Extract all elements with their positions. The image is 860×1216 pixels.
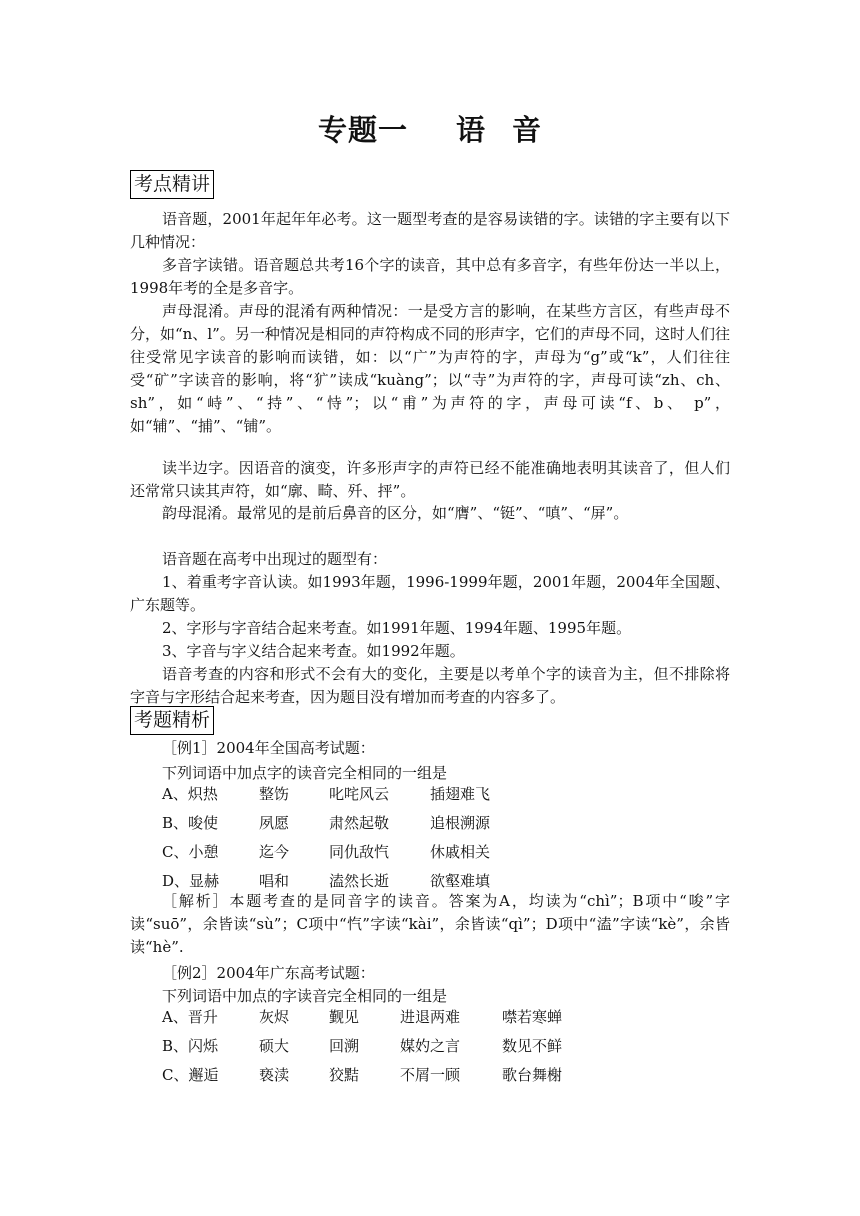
paragraph: 1、着重考字音认读。如1993年题，1996-1999年题，2001年题，2004年全国题、广东题等。 — [130, 573, 730, 614]
option-word: 唱和 — [259, 872, 290, 890]
option-word: 进退两难 — [400, 1008, 461, 1026]
option-word: 同仇敌忾 — [329, 843, 390, 861]
option-word: C、小憩 — [162, 843, 219, 861]
option-word: A、晋升 — [162, 1008, 218, 1026]
example-2-question: 下列词语中加点的字读音完全相同的一组是 — [162, 987, 448, 1005]
title-part-3: 音 — [512, 113, 543, 147]
option-word: 媒妁之言 — [400, 1037, 461, 1055]
example-1-intro: ［例1］2004年全国高考试题： — [162, 739, 375, 757]
paragraph: 声母混淆。声母的混淆有两种情况：一是受方言的影响，在某些方言区，有些声母不分，如“n、l”。另一种情况是相同的声符构成不同的形声字，它们的声母不同，这时人们往往受常见字读音的影响而读错，如：以“广”为声符的字，声母为“g”或“k”，人们往往受“矿”字读音的影响，将“犷”读成“kuàng”；以“寺”为声符的字，声母可读“zh、ch、sh”，如“峙”、“持”、“恃”；以“甫”为声符的字，声母可读“f、b、 p”，如“辅”、“捕”、“铺”。 — [130, 302, 730, 435]
option-word: 追根溯源 — [430, 814, 491, 832]
option-word: B、唆使 — [162, 814, 219, 832]
option-word: 觐见 — [329, 1008, 360, 1026]
option-word: C、邂逅 — [162, 1066, 219, 1084]
option-word: 亵渎 — [259, 1066, 290, 1084]
option-word: 整饬 — [259, 785, 290, 803]
section-heading-kaodian: 考点精讲 — [130, 170, 214, 199]
page-title — [0, 108, 860, 149]
option-word: 肃然起敬 — [329, 814, 390, 832]
option-word: D、显赫 — [162, 872, 220, 890]
paragraph: 韵母混淆。最常见的是前后鼻音的区分，如“膺”、“铤”、“嗔”、“屏”。 — [162, 504, 629, 522]
option-word: B、闪烁 — [162, 1037, 219, 1055]
option-word: 休戚相关 — [430, 843, 491, 861]
title-part-2: 语 — [455, 113, 486, 147]
paragraph: 2、字形与字音结合起来考查。如1991年题、1994年题、1995年题。 — [162, 619, 632, 637]
example-1-analysis: ［解析］本题考查的是同音字的读音。答案为A，均读为“chì”；B项中“唆”字读“suō”，余皆读“sù”；C项中“忾”字读“kài”，余皆读“qì”；D项中“溘”字读“kè”，余皆读“hè”. — [130, 892, 730, 956]
option-word: 叱咤风云 — [329, 785, 390, 803]
option-word: A、炽热 — [162, 785, 218, 803]
paragraph: 语音题，2001年起年年必考。这一题型考查的是容易读错的字。读错的字主要有以下几种情况： — [130, 210, 730, 251]
option-word: 数见不鲜 — [502, 1037, 563, 1055]
option-word: 歌台舞榭 — [502, 1066, 563, 1084]
example-1-question: 下列词语中加点字的读音完全相同的一组是 — [162, 764, 448, 782]
option-word: 溘然长逝 — [329, 872, 390, 890]
option-word: 迄今 — [259, 843, 290, 861]
option-word: 灰烬 — [259, 1008, 290, 1026]
option-word: 硕大 — [259, 1037, 290, 1055]
option-word: 噤若寒蝉 — [502, 1008, 563, 1026]
option-word: 狡黠 — [329, 1066, 360, 1084]
paragraph: 语音考查的内容和形式不会有大的变化，主要是以考单个字的读音为主，但不排除将字音与字形结合起来考查，因为题目没有增加而考查的内容多了。 — [130, 665, 730, 706]
paragraph: 语音题在高考中出现过的题型有： — [162, 550, 388, 568]
paragraph: 读半边字。因语音的演变，许多形声字的声符已经不能准确地表明其读音了，但人们还常常只读其声符，如“廓、畸、歼、抨”。 — [130, 459, 730, 500]
paragraph: 3、字音与字义结合起来考查。如1992年题。 — [162, 642, 465, 660]
paragraph: 多音字读错。语音题总共考16个字的读音，其中总有多音字，有些年份达一半以上，1998年考的全是多音字。 — [130, 256, 730, 297]
option-word: 欲壑难填 — [430, 872, 491, 890]
example-2-intro: ［例2］2004年广东高考试题： — [162, 964, 375, 982]
option-word: 插翅难飞 — [430, 785, 491, 803]
title-part-1: 专题一 — [317, 113, 408, 147]
option-word: 回溯 — [329, 1037, 360, 1055]
option-word: 夙愿 — [259, 814, 290, 832]
section-heading-kaoti: 考题精析 — [130, 706, 214, 735]
option-word: 不屑一顾 — [400, 1066, 461, 1084]
